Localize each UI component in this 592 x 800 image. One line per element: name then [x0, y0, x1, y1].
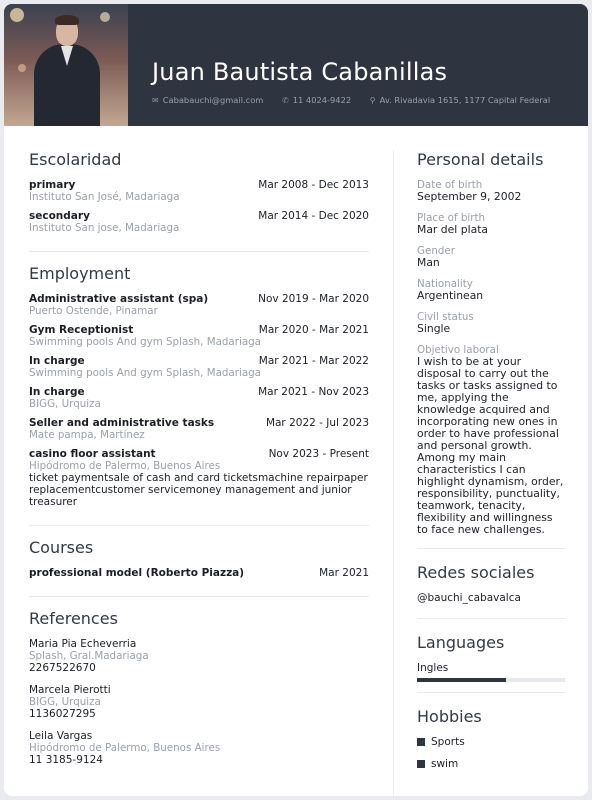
resume-header	[4, 4, 588, 126]
job-dates: Mar 2021 - Mar 2022	[258, 355, 369, 367]
course-dates: Mar 2021	[319, 567, 369, 579]
square-bullet-icon	[417, 738, 425, 746]
right-column	[417, 150, 565, 796]
contact-line	[152, 95, 582, 105]
job-title: Gym Receptionist	[29, 324, 134, 336]
job-title: casino floor assistant	[29, 448, 156, 460]
hobbies-title: Hobbies	[417, 707, 482, 726]
square-bullet-icon	[417, 760, 425, 768]
education-item-school: Instituto San jose, Madariaga	[29, 222, 180, 234]
employment-title: Employment	[29, 264, 131, 283]
education-item-title: primary	[29, 179, 76, 191]
courses-title: Courses	[29, 538, 94, 557]
reference-phone: 1136027295	[29, 708, 96, 720]
education-item-title: secondary	[29, 210, 90, 222]
resume-page	[4, 4, 588, 796]
reference-name: Leila Vargas	[29, 730, 93, 742]
phone-icon: ✆	[282, 96, 289, 105]
courses-section	[29, 538, 369, 597]
location-pin-icon: ⚲	[369, 96, 376, 105]
job-item	[29, 417, 369, 441]
job-employer: Hipódromo de Palermo, Buenos Aires	[29, 460, 221, 472]
course-item	[29, 567, 369, 579]
address-text: Av. Rivadavia 1615, 1177 Capital Federal	[379, 95, 551, 105]
email-text: Cababauchi@gmail.com	[162, 95, 264, 105]
reference-company: Splash, Gral.Madariaga	[29, 650, 149, 662]
education-item-school: Instituto San José, Madariaga	[29, 191, 180, 203]
detail-label: Gender	[417, 245, 455, 257]
address-contact	[370, 95, 558, 105]
job-item	[29, 324, 369, 348]
job-dates: Nov 2023 - Present	[268, 448, 369, 460]
job-title: In charge	[29, 386, 85, 398]
reference-phone: 2267522670	[29, 662, 96, 674]
social-section	[417, 563, 565, 619]
reference-item	[29, 684, 369, 720]
education-section	[29, 150, 369, 252]
language-name: Ingles	[417, 662, 449, 674]
education-item-dates: Mar 2008 - Dec 2013	[258, 179, 369, 191]
column-divider	[393, 150, 394, 796]
references-section	[29, 609, 369, 786]
reference-phone: 11 3185-9124	[29, 754, 103, 766]
hobby-item	[417, 758, 565, 770]
job-item	[29, 293, 369, 317]
job-dates: Nov 2019 - Mar 2020	[258, 293, 369, 305]
job-item	[29, 448, 369, 508]
social-title: Redes sociales	[417, 563, 535, 582]
course-title: professional model (Roberto Piazza)	[29, 567, 245, 579]
job-employer: Swimming pools And gym Splash, Madariaga	[29, 336, 261, 348]
hobby-item	[417, 736, 565, 748]
reference-item	[29, 638, 369, 674]
detail-value: Argentinean	[417, 289, 484, 302]
education-title: Escolaridad	[29, 150, 122, 169]
detail-label: Objetivo laboral	[417, 344, 499, 356]
job-item	[29, 355, 369, 379]
job-employer: Swimming pools And gym Splash, Madariaga	[29, 367, 261, 379]
reference-name: Maria Pia Echeverria	[29, 638, 137, 650]
candidate-name: Juan Bautista Cabanillas	[152, 58, 448, 86]
detail-label: Date of birth	[417, 179, 483, 191]
reference-company: Hipódromo de Palermo, Buenos Aires	[29, 742, 221, 754]
job-title: In charge	[29, 355, 85, 367]
hobby-label: swim	[431, 758, 459, 770]
email-contact	[152, 95, 271, 105]
detail-label: Civil status	[417, 311, 474, 323]
job-title: Seller and administrative tasks	[29, 417, 215, 429]
job-dates: Mar 2020 - Mar 2021	[258, 324, 369, 336]
detail-label: Place of birth	[417, 212, 486, 224]
detail-value: Single	[417, 322, 451, 335]
education-item	[29, 210, 369, 234]
job-employer: Puerto Ostende, Pinamar	[29, 305, 158, 317]
languages-section	[417, 633, 565, 693]
education-item-dates: Mar 2014 - Dec 2020	[258, 210, 369, 222]
hobby-label: Sports	[431, 736, 465, 748]
job-title: Administrative assistant (spa)	[29, 293, 209, 305]
job-dates: Mar 2022 - Jul 2023	[265, 417, 369, 429]
job-employer: Mate pampa, Martínez	[29, 429, 145, 441]
education-item	[29, 179, 369, 203]
personal-details-title: Personal details	[417, 150, 544, 169]
detail-value: September 9, 2002	[417, 190, 522, 203]
detail-label: Nationality	[417, 278, 473, 290]
employment-section	[29, 264, 369, 526]
phone-text: 11 4024-9422	[292, 95, 352, 105]
references-title: References	[29, 609, 118, 628]
reference-name: Marcela Pierotti	[29, 684, 111, 696]
job-employer: BIGG, Urquiza	[29, 398, 101, 410]
language-level-bar	[417, 678, 565, 682]
phone-contact	[282, 95, 359, 105]
language-level-fill	[417, 678, 506, 682]
detail-value: Man	[417, 256, 440, 269]
social-handle: @bauchi_cabavalca	[417, 592, 521, 604]
reference-company: BIGG, Urquiza	[29, 696, 101, 708]
objective-text: I wish to be at your disposal to carry out the tasks or tasks assigned to me, applying the knowledge acquired and incorporating new ones in order to have professional and personal growth. Among my main characteristics I can highlight dynamism, order, responsibility, punctuality, teamwork, tenacity, flexibility and willingness to face new challenges.	[417, 355, 564, 536]
envelope-icon: ✉	[152, 96, 159, 105]
hobbies-section	[417, 707, 565, 790]
job-dates: Mar 2021 - Nov 2023	[258, 386, 369, 398]
detail-value: Mar del plata	[417, 223, 489, 236]
left-column	[29, 150, 369, 796]
job-item	[29, 386, 369, 410]
profile-photo	[4, 4, 128, 126]
personal-details-section	[417, 150, 565, 549]
languages-title: Languages	[417, 633, 505, 652]
job-description: ticket paymentsale of cash and card ticketsmachine repairpaper replacementcustomer servicemoney management and junior treasurer	[29, 472, 368, 508]
reference-item	[29, 730, 369, 766]
